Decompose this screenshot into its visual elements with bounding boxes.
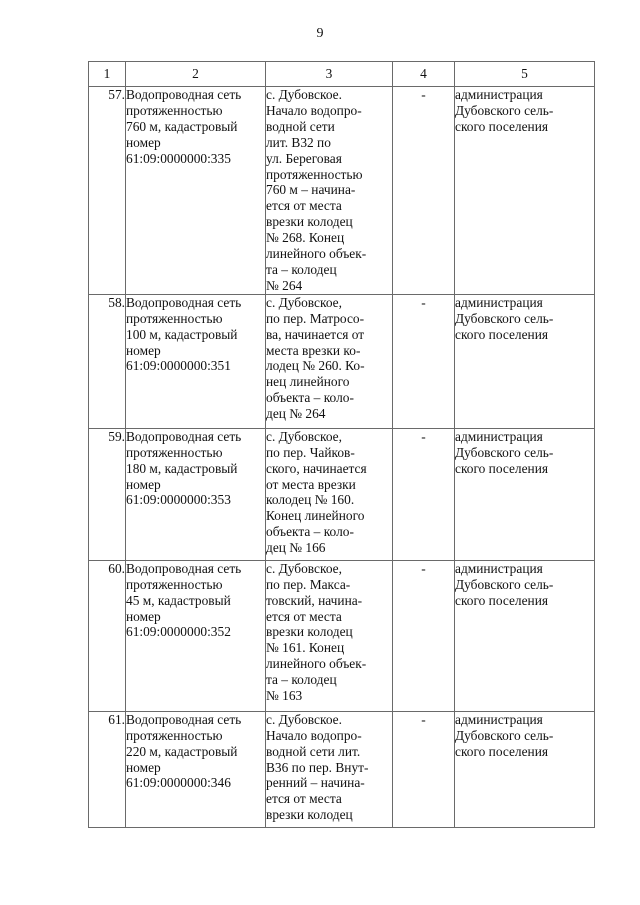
- text-line: 45 м, кадастровый: [126, 592, 231, 608]
- owner-cell: [455, 87, 595, 295]
- text-line: Водопроводная сеть: [126, 428, 242, 444]
- text-line: врезки колодец: [266, 807, 353, 823]
- text-line: ского поселения: [455, 743, 549, 759]
- table-header-row: [89, 62, 595, 87]
- column-4-cell: -: [393, 560, 455, 711]
- table-row: [89, 711, 595, 827]
- column-4-cell: -: [393, 294, 455, 428]
- column-header-4: 4: [393, 62, 455, 87]
- text-line: протяженностью: [126, 727, 223, 743]
- text-line: ва, начинается от: [266, 326, 365, 342]
- text-line: от места врезки: [266, 476, 356, 492]
- text-line: номер: [126, 134, 161, 150]
- text-line: ского, начинается: [266, 460, 367, 476]
- location-description-cell: [266, 711, 393, 827]
- text-line: администрация: [455, 560, 543, 576]
- column-header-3: 3: [266, 62, 393, 87]
- text-line: протяженностью: [126, 310, 223, 326]
- text-line: ул. Береговая: [266, 150, 342, 166]
- text-line: ского поселения: [455, 326, 549, 342]
- text-line: объекта – коло-: [266, 390, 354, 406]
- text-line: В36 по пер. Внут-: [266, 759, 369, 775]
- text-line: номер: [126, 608, 161, 624]
- text-line: администрация: [455, 428, 543, 444]
- text-line: протяженностью: [126, 444, 223, 460]
- text-line: 220 м, кадастровый: [126, 743, 238, 759]
- table-row: [89, 87, 595, 295]
- text-line: лит. В32 по: [266, 134, 331, 150]
- text-line: ского поселения: [455, 118, 549, 134]
- text-line: с. Дубовское,: [266, 294, 342, 310]
- page-number: 9: [316, 26, 324, 41]
- column-header-5: 5: [455, 62, 595, 87]
- row-number: 61.: [89, 711, 126, 827]
- text-line: места врезки ко-: [266, 342, 361, 358]
- text-line: Дубовского сель-: [455, 727, 554, 743]
- text-line: 180 м, кадастровый: [126, 460, 238, 476]
- text-line: номер: [126, 476, 161, 492]
- table-row: [89, 294, 595, 428]
- column-4-cell: -: [393, 711, 455, 827]
- row-number: 58.: [89, 294, 126, 428]
- text-line: по пер. Матросо-: [266, 310, 365, 326]
- owner-cell: [455, 560, 595, 711]
- text-line: водной сети лит.: [266, 743, 361, 759]
- row-number: 60.: [89, 560, 126, 711]
- object-name-cell: [126, 560, 266, 711]
- text-line: Водопроводная сеть: [126, 87, 242, 102]
- text-line: объекта – коло-: [266, 524, 354, 540]
- text-line: ского поселения: [455, 460, 549, 476]
- text-line: Водопроводная сеть: [126, 294, 242, 310]
- text-line: линейного объек-: [266, 246, 367, 262]
- text-line: ется от места: [266, 791, 342, 807]
- text-line: та – колодец: [266, 672, 337, 688]
- text-line: номер: [126, 342, 161, 358]
- text-line: Начало водопро-: [266, 102, 362, 118]
- text-line: администрация: [455, 711, 543, 727]
- text-line: дец № 166: [266, 540, 326, 556]
- text-line: товский, начина-: [266, 592, 363, 608]
- owner-cell: [455, 428, 595, 560]
- object-name-cell: [126, 428, 266, 560]
- text-line: Конец линейного: [266, 508, 365, 524]
- text-line: с. Дубовское.: [266, 87, 342, 102]
- text-line: дец № 264: [266, 406, 326, 422]
- text-line: протяженностью: [126, 102, 223, 118]
- column-4-cell: -: [393, 87, 455, 295]
- text-line: № 163: [266, 688, 303, 704]
- text-line: Дубовского сель-: [455, 576, 554, 592]
- text-line: Начало водопро-: [266, 727, 362, 743]
- object-name-cell: [126, 87, 266, 295]
- text-line: Дубовского сель-: [455, 444, 554, 460]
- text-line: лодец № 260. Ко-: [266, 358, 365, 374]
- table-row: [89, 428, 595, 560]
- text-line: с. Дубовское,: [266, 560, 342, 576]
- column-header-2: 2: [126, 62, 266, 87]
- location-description-cell: [266, 560, 393, 711]
- text-line: № 161. Конец: [266, 640, 345, 656]
- text-line: с. Дубовское.: [266, 711, 342, 727]
- text-line: Дубовского сель-: [455, 310, 554, 326]
- text-line: 100 м, кадастровый: [126, 326, 238, 342]
- registry-table: [88, 61, 595, 828]
- text-line: ется от места: [266, 198, 342, 214]
- text-line: Водопроводная сеть: [126, 560, 242, 576]
- text-line: по пер. Макса-: [266, 576, 351, 592]
- text-line: 760 м, кадастровый: [126, 118, 238, 134]
- text-line: протяженностью: [126, 576, 223, 592]
- text-line: ется от места: [266, 608, 342, 624]
- text-line: Водопроводная сеть: [126, 711, 242, 727]
- object-name-cell: [126, 294, 266, 428]
- text-line: 61:09:0000000:353: [126, 492, 231, 508]
- text-line: врезки колодец: [266, 214, 353, 230]
- text-line: 61:09:0000000:346: [126, 775, 231, 791]
- text-line: линейного объек-: [266, 656, 367, 672]
- text-line: 61:09:0000000:351: [126, 358, 231, 374]
- text-line: 61:09:0000000:335: [126, 150, 231, 166]
- text-line: 61:09:0000000:352: [126, 624, 231, 640]
- text-line: врезки колодец: [266, 624, 353, 640]
- owner-cell: [455, 294, 595, 428]
- text-line: нец линейного: [266, 374, 350, 390]
- text-line: номер: [126, 759, 161, 775]
- text-line: № 268. Конец: [266, 230, 345, 246]
- row-number: 59.: [89, 428, 126, 560]
- text-line: администрация: [455, 294, 543, 310]
- text-line: ренний – начина-: [266, 775, 365, 791]
- column-4-cell: -: [393, 428, 455, 560]
- location-description-cell: [266, 87, 393, 295]
- table-row: [89, 560, 595, 711]
- text-line: ского поселения: [455, 592, 549, 608]
- text-line: протяженностью: [266, 166, 363, 182]
- text-line: администрация: [455, 87, 543, 102]
- text-line: Дубовского сель-: [455, 102, 554, 118]
- owner-cell: [455, 711, 595, 827]
- text-line: 760 м – начина-: [266, 182, 356, 198]
- column-header-1: 1: [89, 62, 126, 87]
- row-number: 57.: [89, 87, 126, 295]
- text-line: водной сети: [266, 118, 335, 134]
- text-line: с. Дубовское,: [266, 428, 342, 444]
- text-line: по пер. Чайков-: [266, 444, 355, 460]
- location-description-cell: [266, 428, 393, 560]
- text-line: колодец № 160.: [266, 492, 355, 508]
- text-line: № 264: [266, 277, 303, 293]
- location-description-cell: [266, 294, 393, 428]
- object-name-cell: [126, 711, 266, 827]
- text-line: та – колодец: [266, 261, 337, 277]
- table-body: [89, 87, 595, 828]
